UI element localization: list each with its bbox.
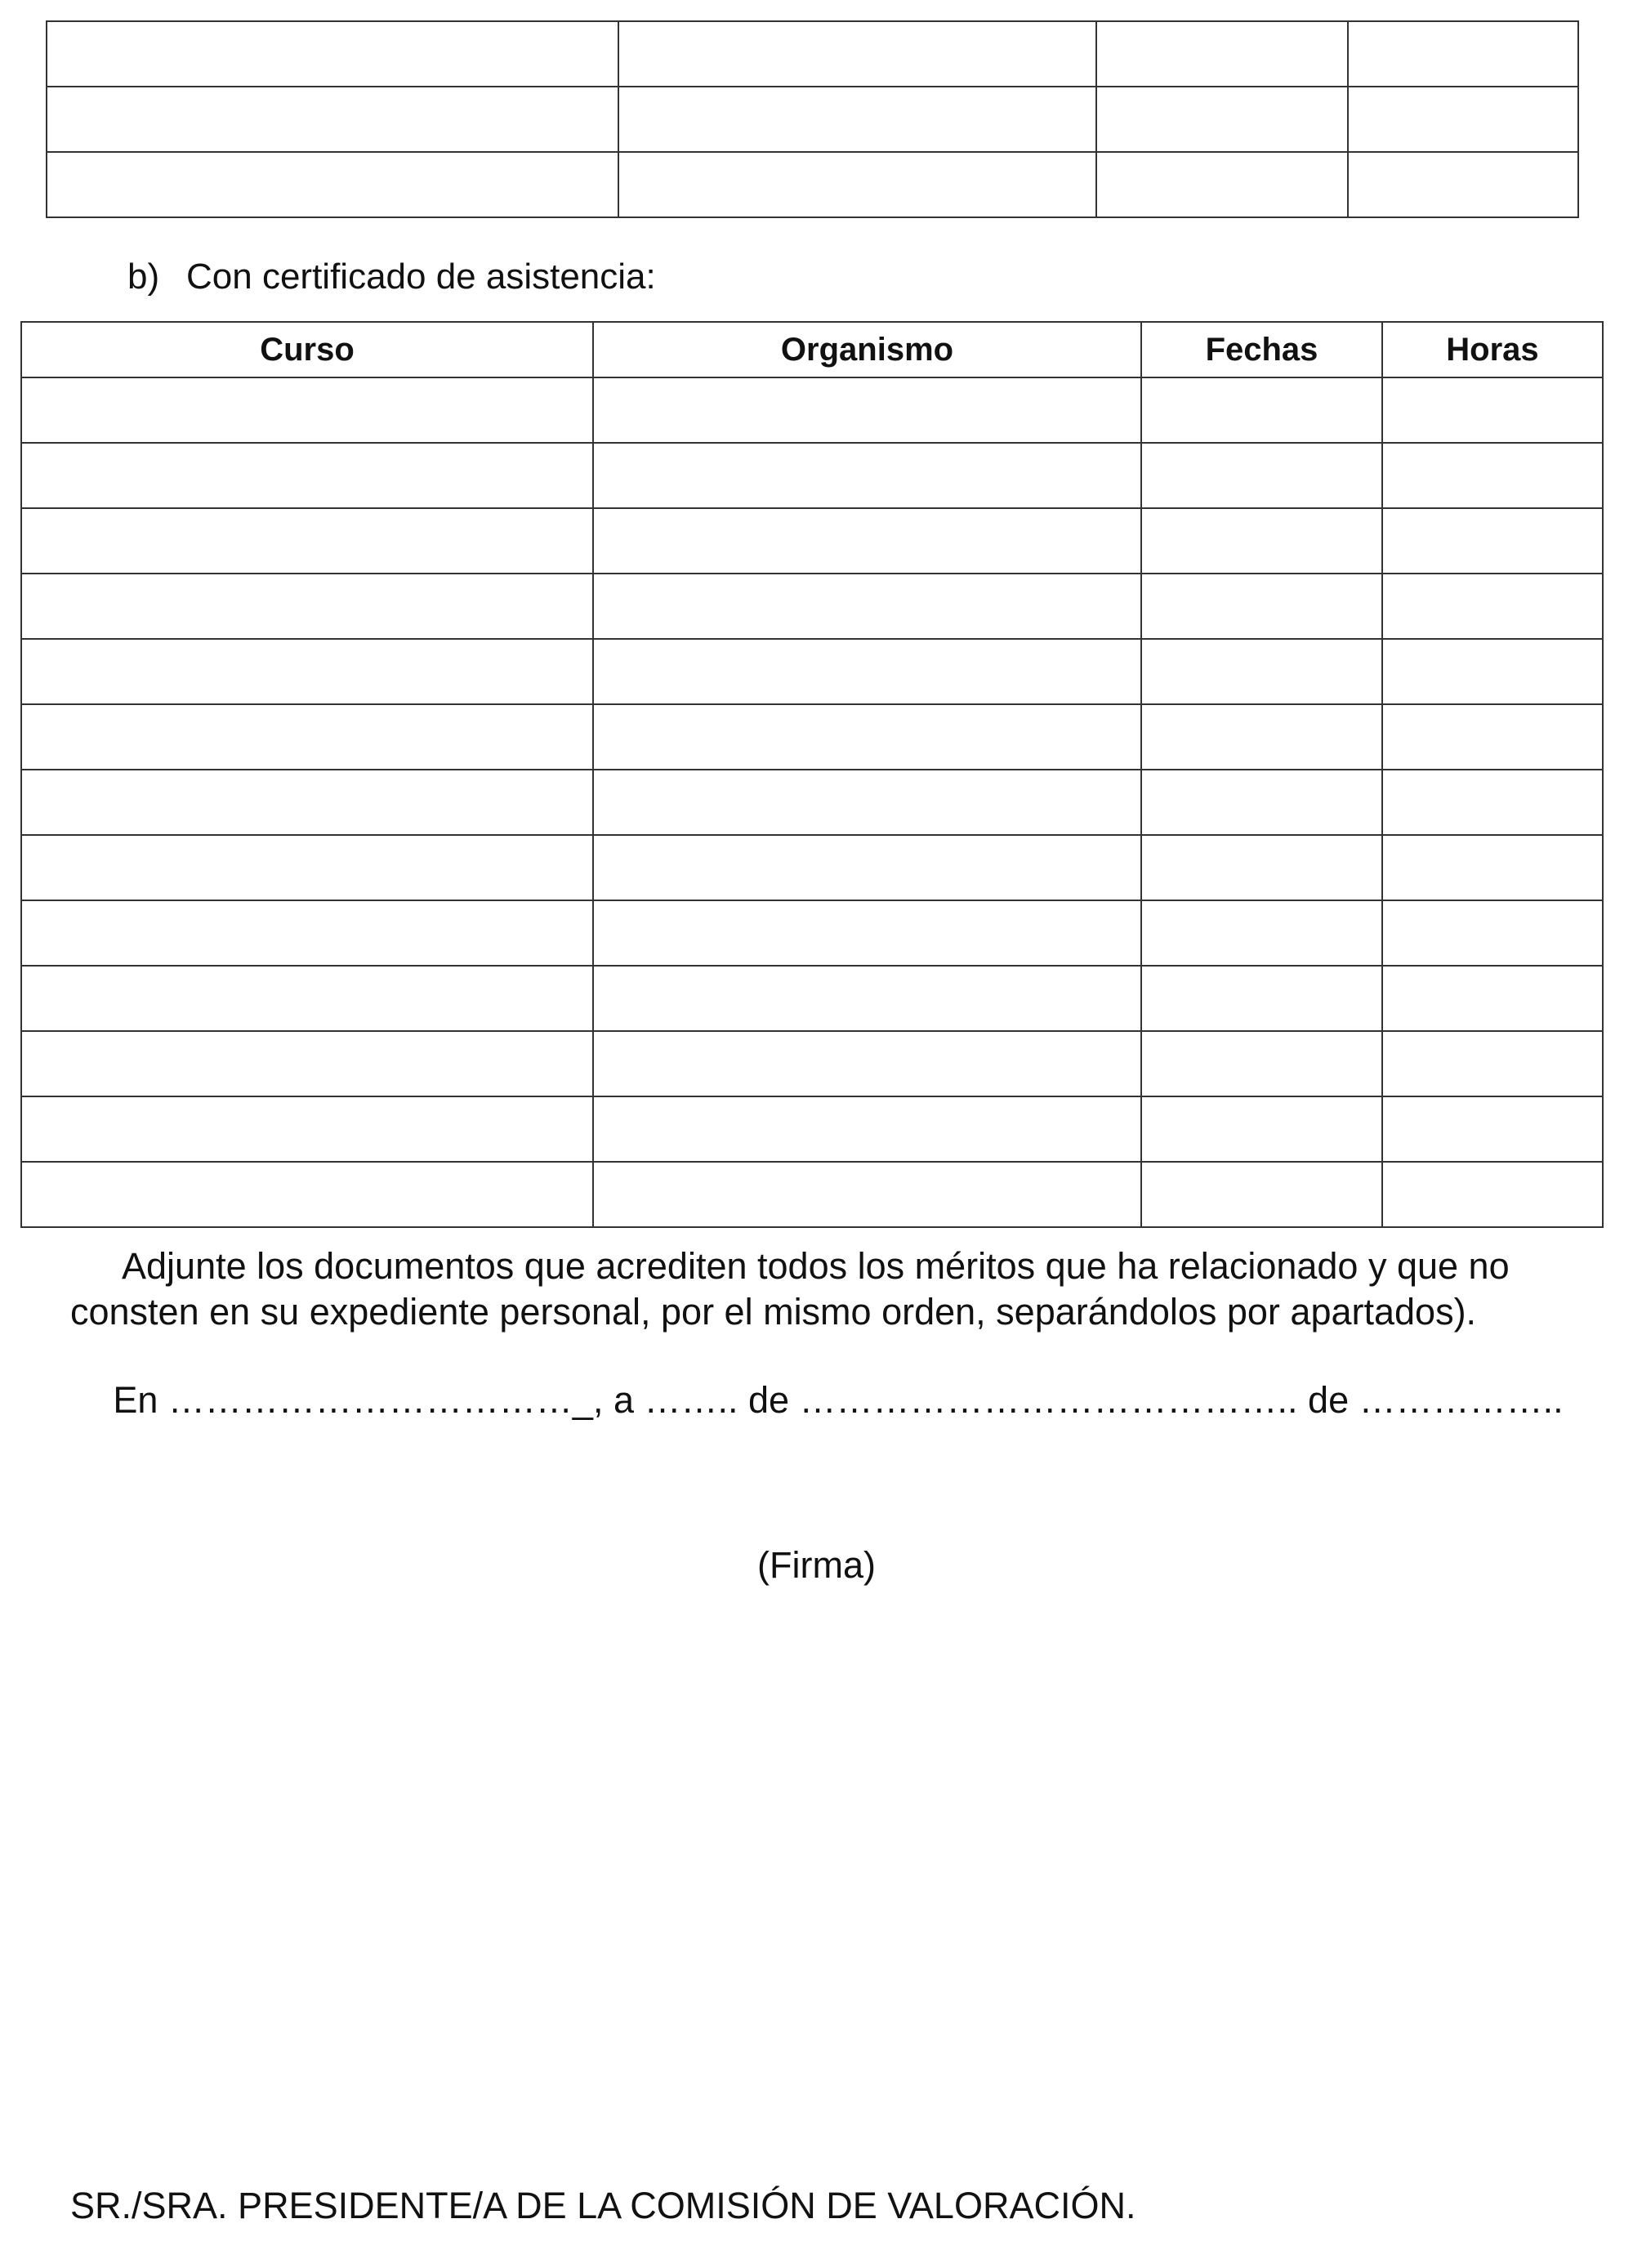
table-row (21, 1096, 1603, 1162)
previous-section-table (46, 20, 1579, 218)
table-cell[interactable] (1141, 770, 1382, 835)
table-cell[interactable] (47, 21, 618, 87)
table-cell[interactable] (1382, 835, 1603, 900)
table-cell[interactable] (1382, 966, 1603, 1031)
table-cell[interactable] (593, 443, 1141, 508)
table-row (47, 87, 1578, 152)
table-row (21, 1162, 1603, 1227)
signature-label: (Firma) (757, 1544, 876, 1586)
table-cell[interactable] (21, 835, 593, 900)
table-cell[interactable] (21, 966, 593, 1031)
table-cell[interactable] (1348, 87, 1578, 152)
table-row (47, 21, 1578, 87)
table-cell[interactable] (618, 21, 1096, 87)
table-cell[interactable] (1382, 770, 1603, 835)
table-row (21, 508, 1603, 574)
section-b-title: Con certificado de asistencia: (186, 257, 656, 297)
table-cell[interactable] (593, 704, 1141, 770)
table-cell[interactable] (1141, 508, 1382, 574)
section-b-letter: b) (127, 257, 160, 297)
place-date-line: En ……………………………_, a …….. de ………………………………….. de …………….. (113, 1379, 1564, 1421)
table-cell[interactable] (1382, 508, 1603, 574)
addressee-line: SR./SRA. PRESIDENTE/A DE LA COMISIÓN DE VALORACIÓN. (70, 2185, 1136, 2226)
table-cell[interactable] (593, 770, 1141, 835)
column-header-horas: Horas (1382, 322, 1603, 377)
table-cell[interactable] (593, 1162, 1141, 1227)
column-header-organismo: Organismo (593, 322, 1141, 377)
table-cell[interactable] (1141, 835, 1382, 900)
table-row (47, 152, 1578, 217)
table-row (21, 1031, 1603, 1096)
table-cell[interactable] (1382, 1031, 1603, 1096)
table-cell[interactable] (1382, 639, 1603, 704)
table-cell[interactable] (21, 1031, 593, 1096)
table-row (21, 704, 1603, 770)
table-cell[interactable] (21, 639, 593, 704)
table-cell[interactable] (1141, 704, 1382, 770)
table-cell[interactable] (21, 704, 593, 770)
table-row (21, 835, 1603, 900)
table-row (21, 443, 1603, 508)
table-cell[interactable] (1141, 639, 1382, 704)
table-cell[interactable] (1141, 1096, 1382, 1162)
table-cell[interactable] (1382, 1162, 1603, 1227)
table-cell[interactable] (593, 1031, 1141, 1096)
table-cell[interactable] (1096, 87, 1348, 152)
table-cell[interactable] (1141, 377, 1382, 443)
table-cell[interactable] (1382, 574, 1603, 639)
table-cell[interactable] (593, 835, 1141, 900)
table-cell[interactable] (1382, 900, 1603, 966)
table-cell[interactable] (1141, 1162, 1382, 1227)
table-cell[interactable] (1382, 377, 1603, 443)
table-cell[interactable] (593, 508, 1141, 574)
attachment-instructions: Adjunte los documentos que acrediten todos los méritos que ha relacionado y que no consten en su expediente personal, por el mismo orden, separándolos por apartados). (70, 1245, 1510, 1333)
table-cell[interactable] (1382, 704, 1603, 770)
table-cell[interactable] (618, 152, 1096, 217)
table-cell[interactable] (21, 900, 593, 966)
table-cell[interactable] (1348, 152, 1578, 217)
column-header-curso: Curso (21, 322, 593, 377)
section-b-heading (127, 257, 656, 297)
table-cell[interactable] (1141, 574, 1382, 639)
table-row (21, 639, 1603, 704)
table-cell[interactable] (593, 900, 1141, 966)
table-cell[interactable] (47, 87, 618, 152)
table-cell[interactable] (21, 508, 593, 574)
table-cell[interactable] (1141, 900, 1382, 966)
table-row (21, 966, 1603, 1031)
column-header-fechas: Fechas (1141, 322, 1382, 377)
table-cell[interactable] (1096, 21, 1348, 87)
table-cell[interactable] (593, 574, 1141, 639)
table-cell[interactable] (593, 639, 1141, 704)
table-cell[interactable] (1141, 1031, 1382, 1096)
table-cell[interactable] (1141, 966, 1382, 1031)
table-cell[interactable] (21, 1162, 593, 1227)
table-cell[interactable] (1382, 1096, 1603, 1162)
table-cell[interactable] (618, 87, 1096, 152)
table-cell[interactable] (1382, 443, 1603, 508)
table-cell[interactable] (21, 574, 593, 639)
table-cell[interactable] (21, 1096, 593, 1162)
table-cell[interactable] (21, 377, 593, 443)
table-cell[interactable] (593, 377, 1141, 443)
attendance-certificate-table-body (21, 377, 1603, 1227)
table-cell[interactable] (1096, 152, 1348, 217)
table-cell[interactable] (593, 1096, 1141, 1162)
previous-section-table-body (47, 21, 1578, 217)
table-row (21, 377, 1603, 443)
table-header-row (21, 322, 1603, 377)
table-cell[interactable] (1348, 21, 1578, 87)
table-cell[interactable] (21, 443, 593, 508)
table-cell[interactable] (21, 770, 593, 835)
table-cell[interactable] (1141, 443, 1382, 508)
table-row (21, 770, 1603, 835)
table-row (21, 900, 1603, 966)
attendance-certificate-table (20, 321, 1604, 1228)
table-row (21, 574, 1603, 639)
table-cell[interactable] (593, 966, 1141, 1031)
table-cell[interactable] (47, 152, 618, 217)
